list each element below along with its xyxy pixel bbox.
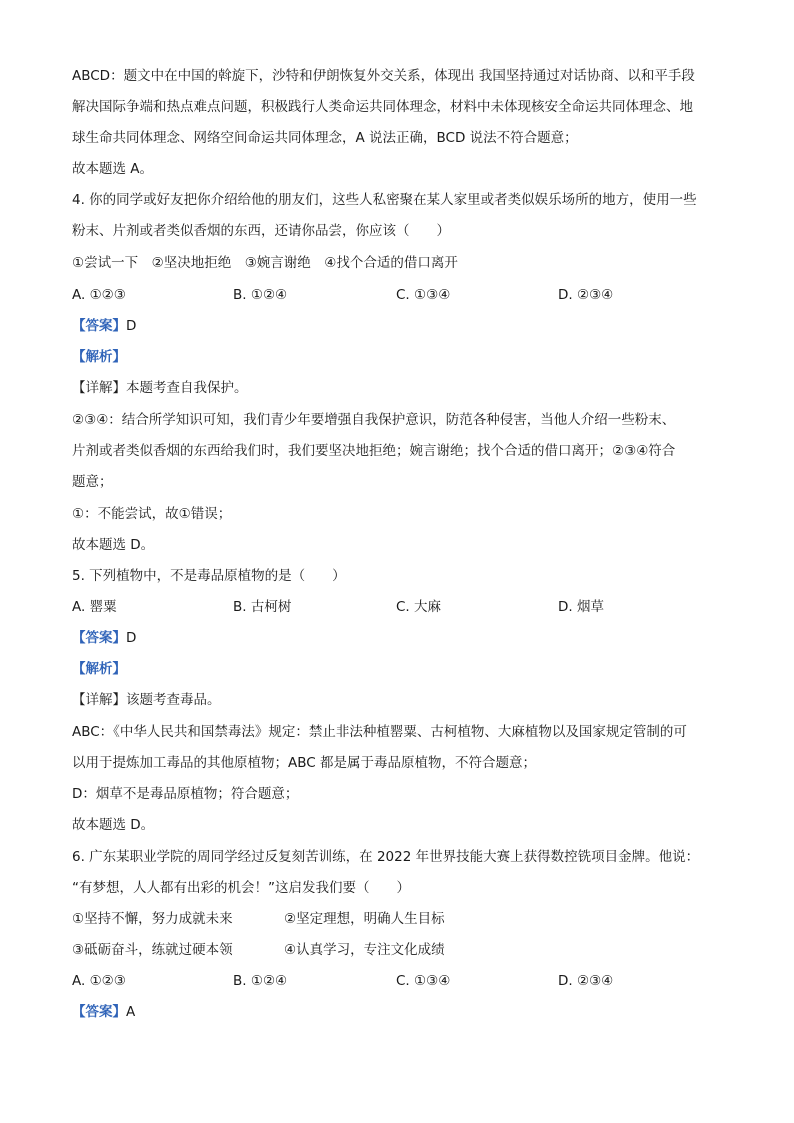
detail-label: 【详解】	[72, 692, 126, 708]
q6-stem-line-1: 6. 广东某职业学院的周同学经过反复刻苦训练，在 2022 年世界技能大赛上获得数控铣项目金牌。他说：	[72, 849, 700, 865]
q4-detail	[72, 378, 732, 398]
answer-value: A	[126, 1004, 136, 1020]
q4-option-b: B. ①②④	[233, 287, 288, 303]
q5-answer	[72, 628, 732, 648]
detail-label: 【详解】	[72, 380, 126, 396]
analysis-label: 【解析】	[72, 349, 126, 365]
answer-value: D	[126, 318, 137, 334]
q4-answer	[72, 316, 732, 336]
q5-detail	[72, 690, 732, 710]
q6-option-d: D. ②③④	[558, 973, 614, 989]
q5-option-b: B. 古柯树	[233, 599, 292, 615]
q6-option-c: C. ①③④	[396, 973, 451, 989]
q4-analysis-label	[72, 347, 732, 367]
q5-stem: 5. 下列植物中，不是毒品原植物的是（ ）	[72, 568, 346, 584]
q4-explanation-line-2: 片剂或者类似香烟的东西给我们时，我们要坚决地拒绝；婉言谢绝；找个合适的借口离开；②③④符合	[72, 443, 676, 459]
detail-text: 该题考查毒品。	[126, 692, 221, 708]
q3-analysis-line-3: 球生命共同体理念、网络空间命运共同体理念，A 说法正确，BCD 说法不符合题意；	[72, 130, 578, 146]
q5-conclusion: 故本题选 D。	[72, 817, 155, 833]
q6-option-a: A. ①②③	[72, 973, 126, 989]
q6-choice-1: ①坚持不懈，努力成就未来	[72, 911, 233, 927]
q4-explanation-line-4: ①：不能尝试，故①错误；	[72, 506, 232, 522]
q6-answer	[72, 1002, 732, 1022]
q4-explanation-line-3: 题意；	[72, 474, 113, 490]
answer-value: D	[126, 630, 137, 646]
q6-choice-4: ④认真学习，专注文化成绩	[284, 942, 445, 958]
q6-stem-line-2: “有梦想，人人都有出彩的机会！”这启发我们要（ ）	[72, 880, 410, 896]
q4-option-c: C. ①③④	[396, 287, 451, 303]
detail-text: 本题考查自我保护。	[126, 380, 248, 396]
q3-analysis-line-1: ABCD：题文中在中国的斡旋下，沙特和伊朗恢复外交关系，体现出 我国坚持通过对话协商、以和平手段	[72, 68, 695, 84]
q6-choice-3: ③砥砺奋斗，练就过硬本领	[72, 942, 233, 958]
q4-option-d: D. ②③④	[558, 287, 614, 303]
q5-analysis-label	[72, 659, 732, 679]
q4-conclusion: 故本题选 D。	[72, 537, 155, 553]
q6-choice-2: ②坚定理想，明确人生目标	[284, 911, 445, 927]
q5-option-a: A. 罂粟	[72, 599, 117, 615]
answer-label: 【答案】	[72, 630, 126, 646]
analysis-label: 【解析】	[72, 661, 126, 677]
q3-conclusion: 故本题选 A。	[72, 161, 154, 177]
answer-label: 【答案】	[72, 1004, 126, 1020]
q4-stem-line-2: 粉末、片剂或者类似香烟的东西，还请你品尝，你应该（ ）	[72, 223, 450, 239]
q4-explanation-line-1: ②③④：结合所学知识可知，我们青少年要增强自我保护意识，防范各种侵害，当他人介绍一些粉末、	[72, 412, 676, 428]
q5-option-c: C. 大麻	[396, 599, 442, 615]
q4-stem-line-1: 4. 你的同学或好友把你介绍给他的朋友们，这些人私密聚在某人家里或者类似娱乐场所的地方，使用一些	[72, 192, 697, 208]
q3-analysis-line-2: 解决国际争端和热点难点问题，积极践行人类命运共同体理念，材料中未体现核安全命运共同体理念、地	[72, 99, 693, 115]
q5-explanation-line-2: 以用于提炼加工毒品的其他原植物；ABC 都是属于毒品原植物，不符合题意；	[72, 755, 536, 771]
q5-explanation-line-1: ABC：《中华人民共和国禁毒法》规定：禁止非法种植罂粟、古柯植物、大麻植物以及国家规定管制的可	[72, 724, 687, 740]
answer-label: 【答案】	[72, 318, 126, 334]
q5-option-d: D. 烟草	[558, 599, 604, 615]
q4-option-a: A. ①②③	[72, 287, 126, 303]
q5-explanation-line-3: D：烟草不是毒品原植物；符合题意；	[72, 786, 299, 802]
q4-choices: ①尝试一下 ②坚决地拒绝 ③婉言谢绝 ④找个合适的借口离开	[72, 255, 458, 271]
q6-option-b: B. ①②④	[233, 973, 288, 989]
